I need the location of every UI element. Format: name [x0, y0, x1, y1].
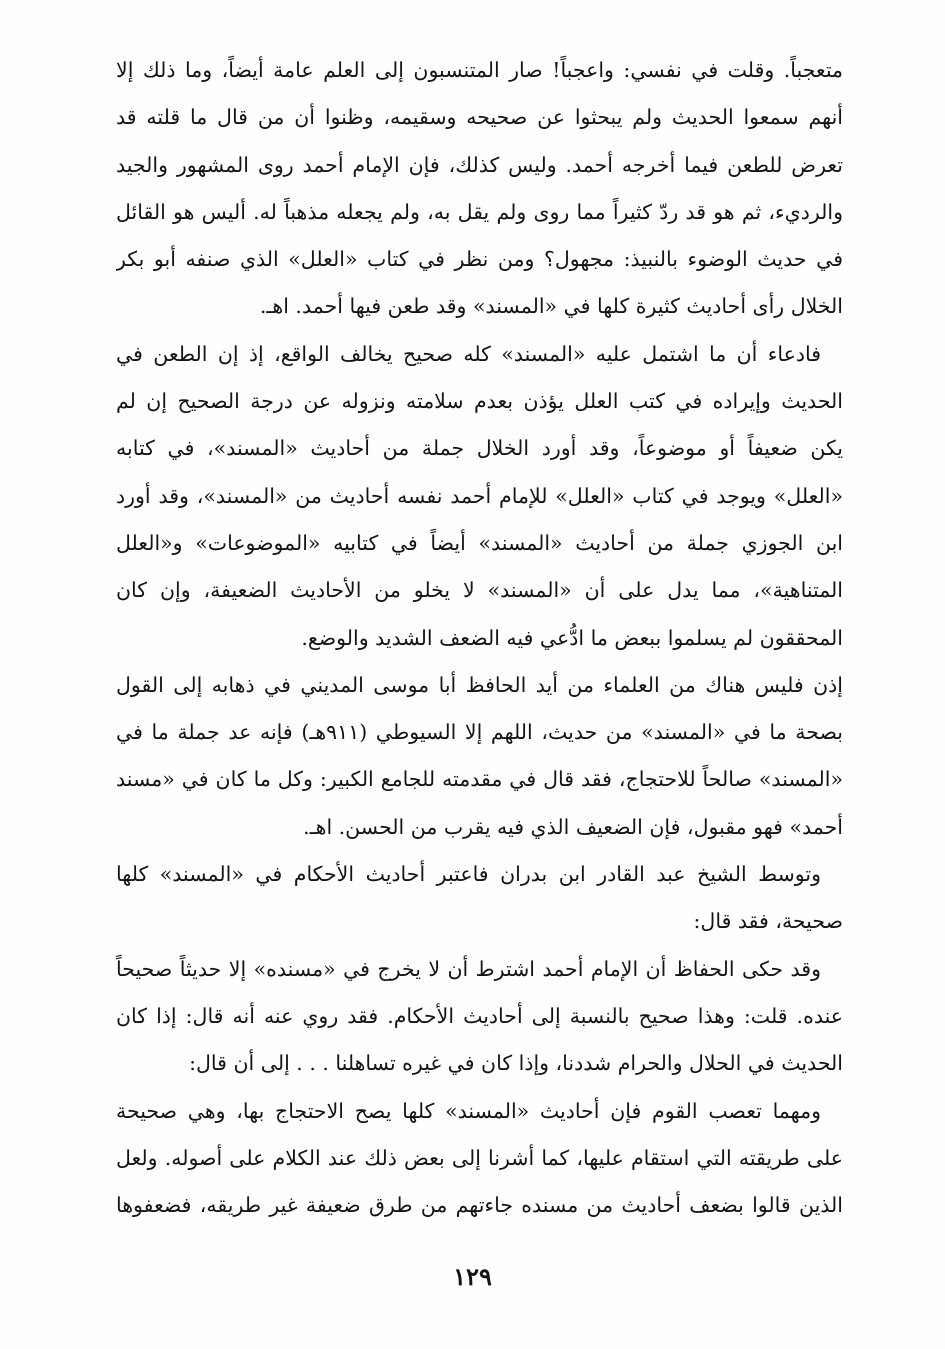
text-line: أنهم سمعوا الحديث ولم يبحثوا عن صحيحه وسقيمه، وظنوا أن من قال ما قلته قد — [116, 105, 843, 130]
text-line: والرديء، ثم هو قد ردّ كثيراً مما روى ولم يقل به، ولم يجعله مذهباً له. أليس هو القائل — [116, 199, 843, 224]
text-line: المحققون لم يسلموا ببعض ما ادُّعي فيه الضعف الشديد والوضع. — [301, 625, 843, 650]
text-line: فادعاء أن ما اشتمل عليه «المسند» كله صحيح يخالف الواقع، إذ إن الطعن في — [116, 341, 821, 366]
text-line: الخلال رأى أحاديث كثيرة كلها في «المسند» وقد طعن فيها أحمد. اهـ. — [259, 294, 843, 319]
text-line: وتوسط الشيخ عبد القادر ابن بدران فاعتبر أحاديث الأحكام في «المسند» كلها — [116, 862, 821, 887]
text-line: المتناهية»، مما يدل على أن «المسند» لا يخلو من الأحاديث الضعيفة، وإن كان — [116, 578, 843, 603]
body-text — [116, 47, 843, 1229]
text-line: في حديث الوضوء بالنبيذ: مجهول؟ ومن نظر في كتاب «العلل» الذي صنفه أبو بكر — [116, 247, 843, 272]
text-line: عنده. قلت: وهذا صحيح بالنسبة إلى أحاديث الأحكام. فقد روي عنه أنه قال: إذا كان — [116, 1003, 843, 1028]
text-line: تعرض للطعن فيما أخرجه أحمد. وليس كذلك، فإن الإمام أحمد روى المشهور والجيد — [116, 152, 843, 177]
text-line: يكن ضعيفاً أو موضوعاً، وقد أورد الخلال جملة من أحاديث «المسند»، في كتابه — [116, 436, 843, 461]
text-line: الحديث في الحلال والحرام شددنا، وإذا كان في غيره تساهلنا . . . إلى أن قال: — [189, 1051, 843, 1076]
text-line: إذن فليس هناك من العلماء من أيد الحافظ أبا موسى المديني في ذهابه إلى القول — [116, 672, 843, 697]
text-line: ومهما تعصب القوم فإن أحاديث «المسند» كلها يصح الاحتجاج بها، وهي صحيحة — [116, 1098, 821, 1123]
text-line: متعجباً. وقلت في نفسي: واعجباً! صار المتنسبون إلى العلم عامة أيضاً، وما ذلك إلا — [116, 58, 843, 82]
text-line: الحديث وإيراده في كتب العلل يؤذن بعدم سلامته ونزوله عن درجة الصحيح إن لم — [116, 389, 843, 414]
text-line: أحمد» فهو مقبول، فإن الضعيف الذي فيه يقرب من الحسن. اهـ. — [303, 814, 843, 839]
text-line: بصحة ما في «المسند» من حديث، اللهم إلا السيوطي (٩١١هـ) فإنه عد جملة ما في — [116, 720, 843, 745]
text-line: ابن الجوزي جملة من أحاديث «المسند» أيضاً في كتابيه «الموضوعات» و«العلل — [116, 530, 843, 555]
text-line: «المسند» صالحاً للاحتجاج، فقد قال في مقدمته للجامع الكبير: وكل ما كان في «مسند — [116, 767, 843, 792]
text-line: «العلل» ويوجد في كتاب «العلل» للإمام أحمد نفسه أحاديث من «المسند»، وقد أورد — [116, 483, 843, 508]
text-line: وقد حكى الحفاظ أن الإمام أحمد اشترط أن لا يخرج في «مسنده» إلا حديثاً صحيحاً — [116, 956, 821, 981]
text-line: على طريقته التي استقام عليها، كما أشرنا إلى بعض ذلك عند الكلام على أصوله. ولعل — [116, 1145, 843, 1170]
page-number: ١٢٩ — [453, 1262, 492, 1291]
text-line: الذين قالوا بضعف أحاديث من مسنده جاءتهم من طرق ضعيفة غير طريقه، فضعفوها — [116, 1193, 843, 1218]
text-line: صحيحة، فقد قال: — [693, 909, 843, 934]
